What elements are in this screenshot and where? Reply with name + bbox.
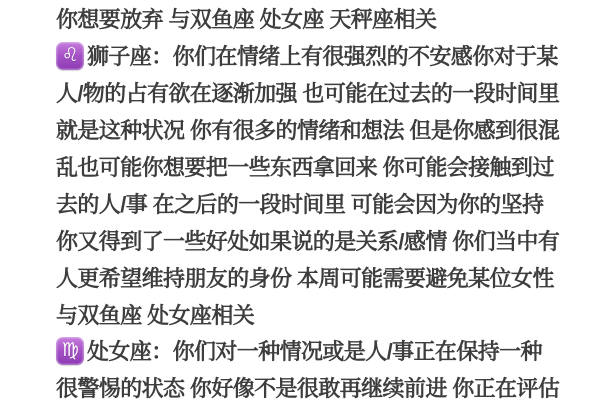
- text-line: 人/物的占有欲在逐渐加强 也可能在过去的一段时间里: [56, 74, 592, 111]
- leo-symbol: ♌: [62, 46, 78, 65]
- text-line: 与双鱼座 处女座相关: [56, 296, 592, 333]
- text-line: 人更希望维持朋友的身份 本周可能需要避免某位女性: [56, 259, 592, 296]
- text-line: 很警惕的状态 你好像不是很敢再继续前进 你正在评估: [56, 369, 592, 406]
- text-line: 你想要放弃 与双鱼座 处女座 天秤座相关: [56, 1, 592, 38]
- leo-heading-text: 狮子座：你们在情绪上有很强烈的不安感你对于某: [87, 40, 558, 71]
- leo-icon: [56, 42, 84, 70]
- text-line: 就是这种状况 你有很多的情绪和想法 但是你感到很混: [56, 111, 592, 148]
- virgo-heading-text: 处女座：你们对一种情况或是人/事正在保持一种: [87, 335, 542, 366]
- horoscope-article: [56, 1, 592, 406]
- text-line: 你又得到了一些好处如果说的是关系/感情 你们当中有: [56, 222, 592, 259]
- virgo-symbol: ♍: [62, 341, 78, 360]
- text-line: 去的人/事 在之后的一段时间里 可能会因为你的坚持: [56, 185, 592, 222]
- virgo-section-line: [56, 333, 592, 370]
- text-line: 乱也可能你想要把一些东西拿回来 你可能会接触到过: [56, 148, 592, 185]
- leo-section-line: [56, 37, 592, 74]
- virgo-icon: [56, 337, 84, 365]
